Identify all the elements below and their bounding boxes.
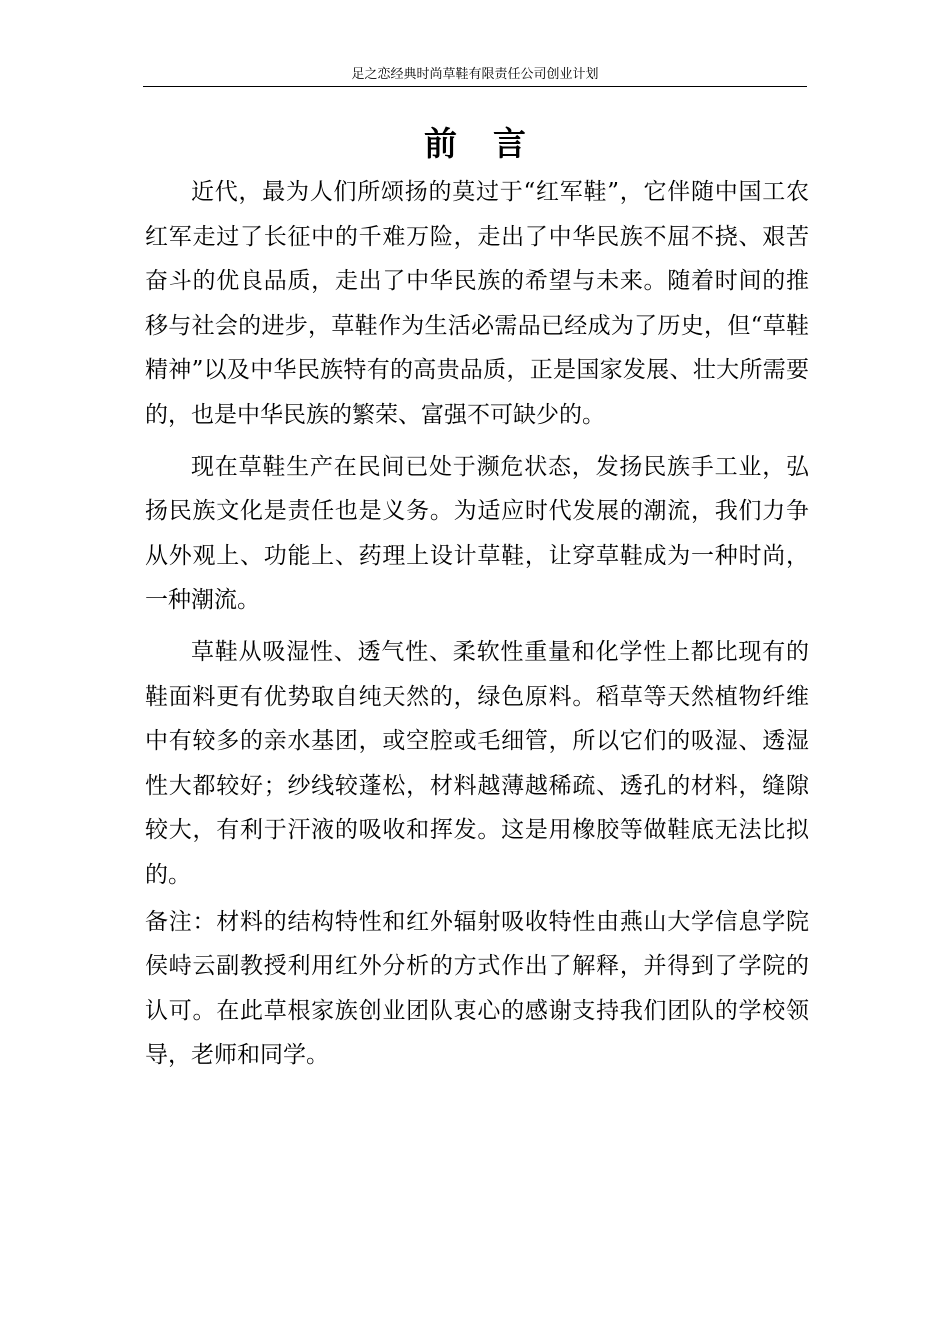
paragraph-history: 近代，最为人们所颂扬的莫过于“红军鞋”，它伴随中国工农红军走过了长征中的千难万险，走出了中华民族不屈不挠、艰苦奋斗的优良品质，走出了中华民族的希望与未来。随着时间的推移与社会的进步，草鞋作为生活必需品已经成为了历史，但“草鞋精神”以及中华民族特有的高贵品质，正是国家发展、壮大所需要的，也是中华民族的繁荣、富强不可缺少的。 (145, 179, 809, 428)
paragraph-material-advantages: 草鞋从吸湿性、透气性、柔软性重量和化学性上都比现有的鞋面料更有优势取自纯天然的，绿色原料。稻草等天然植物纤维中有较多的亲水基团，或空腔或毛细管，所以它们的吸湿、透湿性大都较好；纱线较蓬松，材料越薄越稀疏、透孔的材料，缝隙较大，有利于汗液的吸收和挥发。这是用橡胶等做鞋底无法比拟的。 (145, 638, 809, 888)
paragraph-mission: 现在草鞋生产在民间已处于濒危状态，发扬民族手工业，弘扬民族文化是责任也是义务。为适应时代发展的潮流，我们力争从外观上、功能上、药理上设计草鞋，让穿草鞋成为一种时尚，一种潮流。 (145, 453, 809, 614)
page-title: 前言 (424, 124, 562, 163)
document-body (145, 170, 809, 1078)
running-header: 足之恋经典时尚草鞋有限责任公司创业计划 (143, 66, 807, 87)
note-paragraph: 备注：材料的结构特性和红外辐射吸收特性由燕山大学信息学院侯峙云副教授利用红外分析的方式作出了解释，并得到了学院的认可。在此草根家族创业团队衷心的感谢支持我们团队的学校领导，老师和同学。 (145, 908, 809, 1069)
